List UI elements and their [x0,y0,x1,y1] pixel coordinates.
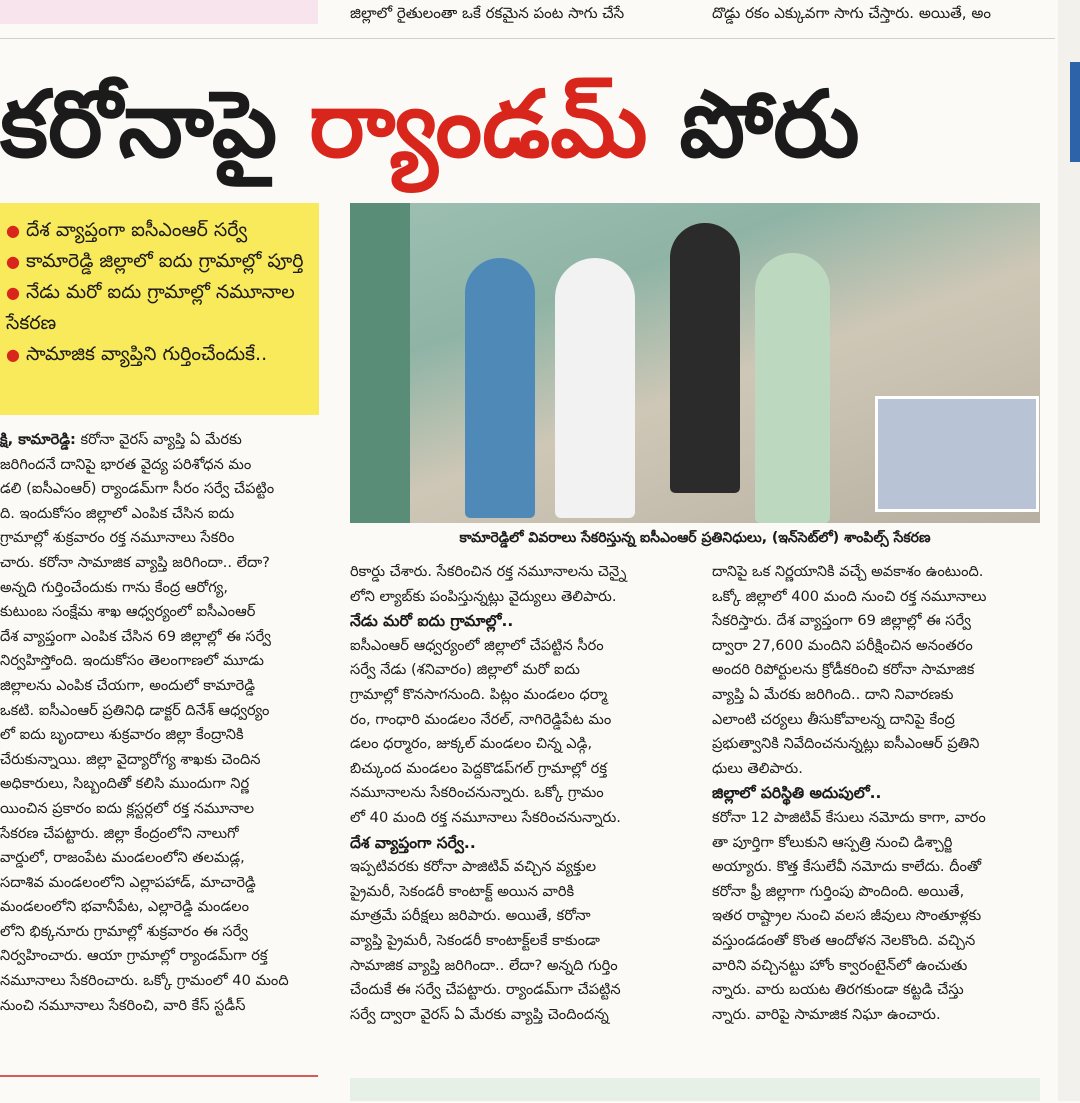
text-line: చేరుకున్నాయి. జిల్లా వైద్యారోగ్య శాఖకు చెందిన [0,750,261,768]
text-line: నిర్వహిస్తోంది. ఇందుకోసం తెలంగాణలో మూడు [0,652,264,670]
article-text-block [712,806,1046,1027]
article-column-1 [0,428,325,1068]
text-line: వారిని వచ్చినట్టు హోం క్వారంటైన్‌లో ఉంచుతు [712,956,968,974]
article-text-block [350,634,688,831]
highlight-text: నేడు మరో ఐదు గ్రామాల్లో నమూనాల సేకరణ [6,281,295,334]
news-photo [350,203,1040,523]
text-line: దేశ వ్యాప్తంగా ఎంపిక చేసిన 69 జిల్లాల్లో ఈ సర్వే [0,627,271,645]
text-line: సేకరిస్తారు. దేశ వ్యాప్తంగా 69 జిల్లాల్లో ఈ సర్వే [712,612,971,630]
photo-person [465,258,535,518]
article-text-block [0,453,325,1019]
text-line: న్నారు. వారిపై సామాజిక నిఘా ఉంచారు. [712,1005,941,1023]
highlight-text: దేశ వ్యాప్తంగా ఐసీఎంఆర్ సర్వే [25,219,248,241]
page-edge [1058,0,1080,1101]
text-line: అందరి రిపోర్టులను క్రోడీకరించి కరోనా సామాజిక [712,661,975,679]
text-line: సామాజిక వ్యాప్తి జరిగిందా.. లేదా? అన్నది గుర్తిం [350,956,618,974]
text-line: చారు. కరోనా సామాజిక వ్యాప్తి జరిగిందా.. లేదా? [0,553,270,571]
photo-person [755,253,830,523]
highlight-text: కామారెడ్డి జిల్లాలో ఐదు గ్రామాల్లో పూర్తి [25,250,304,272]
text-line: జరిగిందనే దానిపై భారత వైద్య పరిశోధన మం [0,455,252,473]
subheading: నేడు మరో ఐదు గ్రామాల్లో.. [350,612,514,631]
photo-person [555,258,635,518]
subheading: జిల్లాలో పరిస్థితి అదుపులో.. [712,784,882,803]
text-line: గ్రామాల్లో శుక్రవారం రక్త నమూనాలు సేకరిం [0,529,235,547]
top-strip-col2: జిల్లాలో రైతులంతా ఒకే రకమైన పంట సాగు చేసే [350,4,625,22]
text-line: వ్యాప్తి ఏ మేరకు జరిగింది.. దాని నివారణకు [712,685,954,703]
section-divider [0,38,1055,39]
article-column-2 [350,560,688,1070]
article-text-block [350,855,688,1027]
photo-wall [350,203,410,523]
text-line: వస్తుండడంతో కొంత ఆందోళన నెలకొంది. వచ్చిన [712,931,976,949]
text-line: ధులు తెలిపారు. [712,759,803,777]
text-line: డలం ధర్మారం, జుక్కల్ మండలం చిన్న ఎడ్గి, [350,735,593,753]
headline [0,60,1060,190]
text-line: జిల్లాలను ఎంపిక చేయగా, అందులో కామారెడ్డి [0,676,256,694]
highlight-item [6,339,313,370]
text-line: తా పూర్తిగా కోలుకుని ఆస్పత్రి నుంచి డిశ్చార్జి [712,833,953,851]
text-line: ఇతర రాష్ట్రాల నుంచి వలస జీవులు సొంతూళ్లకు [712,907,982,925]
text-line: రికార్డు చేశారు. సేకరించిన రక్త నమూనాలను చెన్నై [350,563,627,580]
text-line: ఎలాంటి చర్యలు తీసుకోవాలన్న దానిపై కేంద్ర [712,710,955,728]
text-line: అయ్యారు. కొత్త కేసులేవీ నమోదు కాలేదు. దీంతో [712,858,982,876]
text-line: ఒక్కో జిల్లాలో 400 మంది నుంచి రక్త నమూనాలు [712,587,987,605]
text-line: అధికారులు, సిబ్బందితో కలిసి ముందుగా నిర్ణ [0,775,250,793]
text-line: ఇప్పటివరకు కరోనా పాజిటివ్ వచ్చిన వ్యక్తుల [350,858,597,876]
text-line: కుటుంబ సంక్షేమ శాఖ ఆధ్వర్యంలో ఐసీఎంఆర్ [0,603,256,621]
text-line: డలి (ఐసీఎంఆర్) ర్యాండమ్‌గా సీరం సర్వే చేపట్టిం [0,480,275,498]
text-line: ప్రభుత్వానికి నివేదించనున్నట్లు ఐసీఎంఆర్ ప్రతిని [712,735,980,753]
text-line: దానిపై ఒక నిర్ణయానికి వచ్చే అవకాశం ఉంటుంది. [712,563,984,580]
text-line: చేందుకే ఈ సర్వే చేపట్టారు. ర్యాండమ్‌గా చేపట్టిన [350,981,621,999]
bullet-icon: ● [6,252,20,271]
top-strip-col3: దొడ్డు రకం ఎక్కువగా సాగు చేస్తారు. అయితే, అం [712,4,991,22]
bullet-icon: ● [6,221,20,240]
photo-caption: కామారెడ్డిలో వివరాలు సేకరిస్తున్న ఐసీఎంఆర్ ప్రతినిధులు, (ఇన్‌సెట్‌లో) శాంపిల్స్ సేకరణ [459,530,931,546]
headline-part2: ర్యాండమ్ [309,71,648,178]
article-column-3 [712,560,1046,1070]
highlight-item [6,215,313,246]
highlight-item [6,277,313,339]
text-line: నుంచి నమూనాలు సేకరించి, వారి కేస్ స్టడీస్ [0,996,246,1014]
text-line: లోని ల్యాబ్‌కు పంపిస్తున్నట్లు వైద్యులు తెలిపారు. [350,587,617,605]
dateline: క్షి, కామారెడ్డి: [0,431,76,448]
subheading: దేశ వ్యాప్తంగా సర్వే.. [350,833,476,852]
text-line: సర్వే నేడు (శనివారం) జిల్లాలో మరో ఐదు [350,661,580,679]
text-line: ది. ఇందుకోసం జిల్లాలో ఎంపిక చేసిన ఐదు [0,504,235,522]
text-line: ప్రైమరీ, సెకండరీ కాంటాక్ట్ అయిన వారికి [350,882,575,900]
next-article-banner [350,1078,1040,1101]
bullet-icon: ● [6,345,20,364]
text-line: నమూనాలను సేకరించనున్నారు. ఒక్కో గ్రామం [350,784,604,802]
text-line: వార్డులో, రాజంపేట మండలంలోని తలమడ్ల, [0,849,245,867]
headline-part3: పోరు [647,71,860,178]
inset-photo [875,396,1039,512]
accent-bar [1070,62,1080,162]
text-line: సదాశివ మండలంలోని ఎల్లాపహాడ్, మాచారెడ్డి [0,873,256,891]
highlight-item [6,246,313,277]
text-line: కరోనా ఫ్రీ జిల్లాగా గుర్తింపు పొందింది. అయితే, [712,882,965,900]
text-line: యించిన ప్రకారం ఐదు క్లస్టర్లలో రక్త నమూనాల [0,799,255,817]
text-line: న్నారు. వారు బయట తిరగకుండా కట్టడి చేస్తు [712,981,964,999]
text-line: నమూనాలు సేకరించారు. ఒక్కో గ్రామంలో 40 మంది [0,972,289,990]
article-text-block [350,560,688,609]
bullet-icon: ● [6,283,20,302]
next-article-box [0,1075,318,1103]
text-line: లోని భిక్కనూరు గ్రామాల్లో శుక్రవారం ఈ సర్వే [0,922,248,940]
article-text-block [712,560,1046,781]
prev-article-box [0,0,318,24]
text-line: నిర్వహించారు. ఆయా గ్రామాల్లో ర్యాండమ్‌గా రక్త [0,947,268,965]
highlight-text: సామాజిక వ్యాప్తిని గుర్తించేందుకే.. [25,343,268,365]
highlights-box [0,203,319,415]
article-text: కరోనా వైరస్ వ్యాప్తి ఏ మేరకు [80,431,242,448]
headline-part1: కరోనాపై [0,71,310,178]
text-line: కరోనా 12 పాజిటివ్ కేసులు నమోదు కాగా, వారం [712,808,986,826]
text-line: బిచ్కుంద మండలం పెద్దకొడప్‌గల్ గ్రామాల్లో రక్త [350,759,607,777]
text-line: గ్రామాల్లో కొనసాగనుంది. పిట్లం మండలం ధర్మా [350,685,608,703]
photo-person [670,223,740,493]
text-line: సేకరణ చేపట్టారు. జిల్లా కేంద్రంలోని నాలుగో [0,824,239,842]
text-line: ద్వారా 27,600 మందిని పరీక్షించిన అనంతరం [712,636,973,654]
text-line: వ్యాప్తి ప్రైమరీ, సెకండరీ కాంటాక్ట్‌లకే కాకుండా [350,931,600,949]
text-line: లో ఐదు బృందాలు శుక్రవారం జిల్లా కేంద్రానికి [0,726,244,744]
text-line: లో 40 మంది రక్త నమూనాలు సేకరించనున్నారు. [350,808,621,826]
text-line: ఒకటి. ఐసీఎంఆర్ ప్రతినిధి డాక్టర్ దినేశ్ ఆధ్వర్యం [0,701,270,719]
text-line: మాత్రమే పరీక్షలు జరిపారు. అయితే, కరోనా [350,907,591,925]
text-line: రం, గాంధారి మండలం నేరల్, నాగిరెడ్డిపేట మం [350,710,612,728]
highlights-list [0,203,319,370]
text-line: ఐసీఎంఆర్ ఆధ్వర్యంలో జిల్లాలో చేపట్టిన సీరం [350,636,604,654]
text-line: మండలంలోని భవానీపేట, ఎల్లారెడ్డి మండలం [0,898,250,916]
text-line: సర్వే ద్వారా వైరస్ ఏ మేరకు వ్యాప్తి చెందిందన్న [350,1005,609,1023]
text-line: అన్నది గుర్తించేందుకు గాను కేంద్ర ఆరోగ్య, [0,578,228,596]
